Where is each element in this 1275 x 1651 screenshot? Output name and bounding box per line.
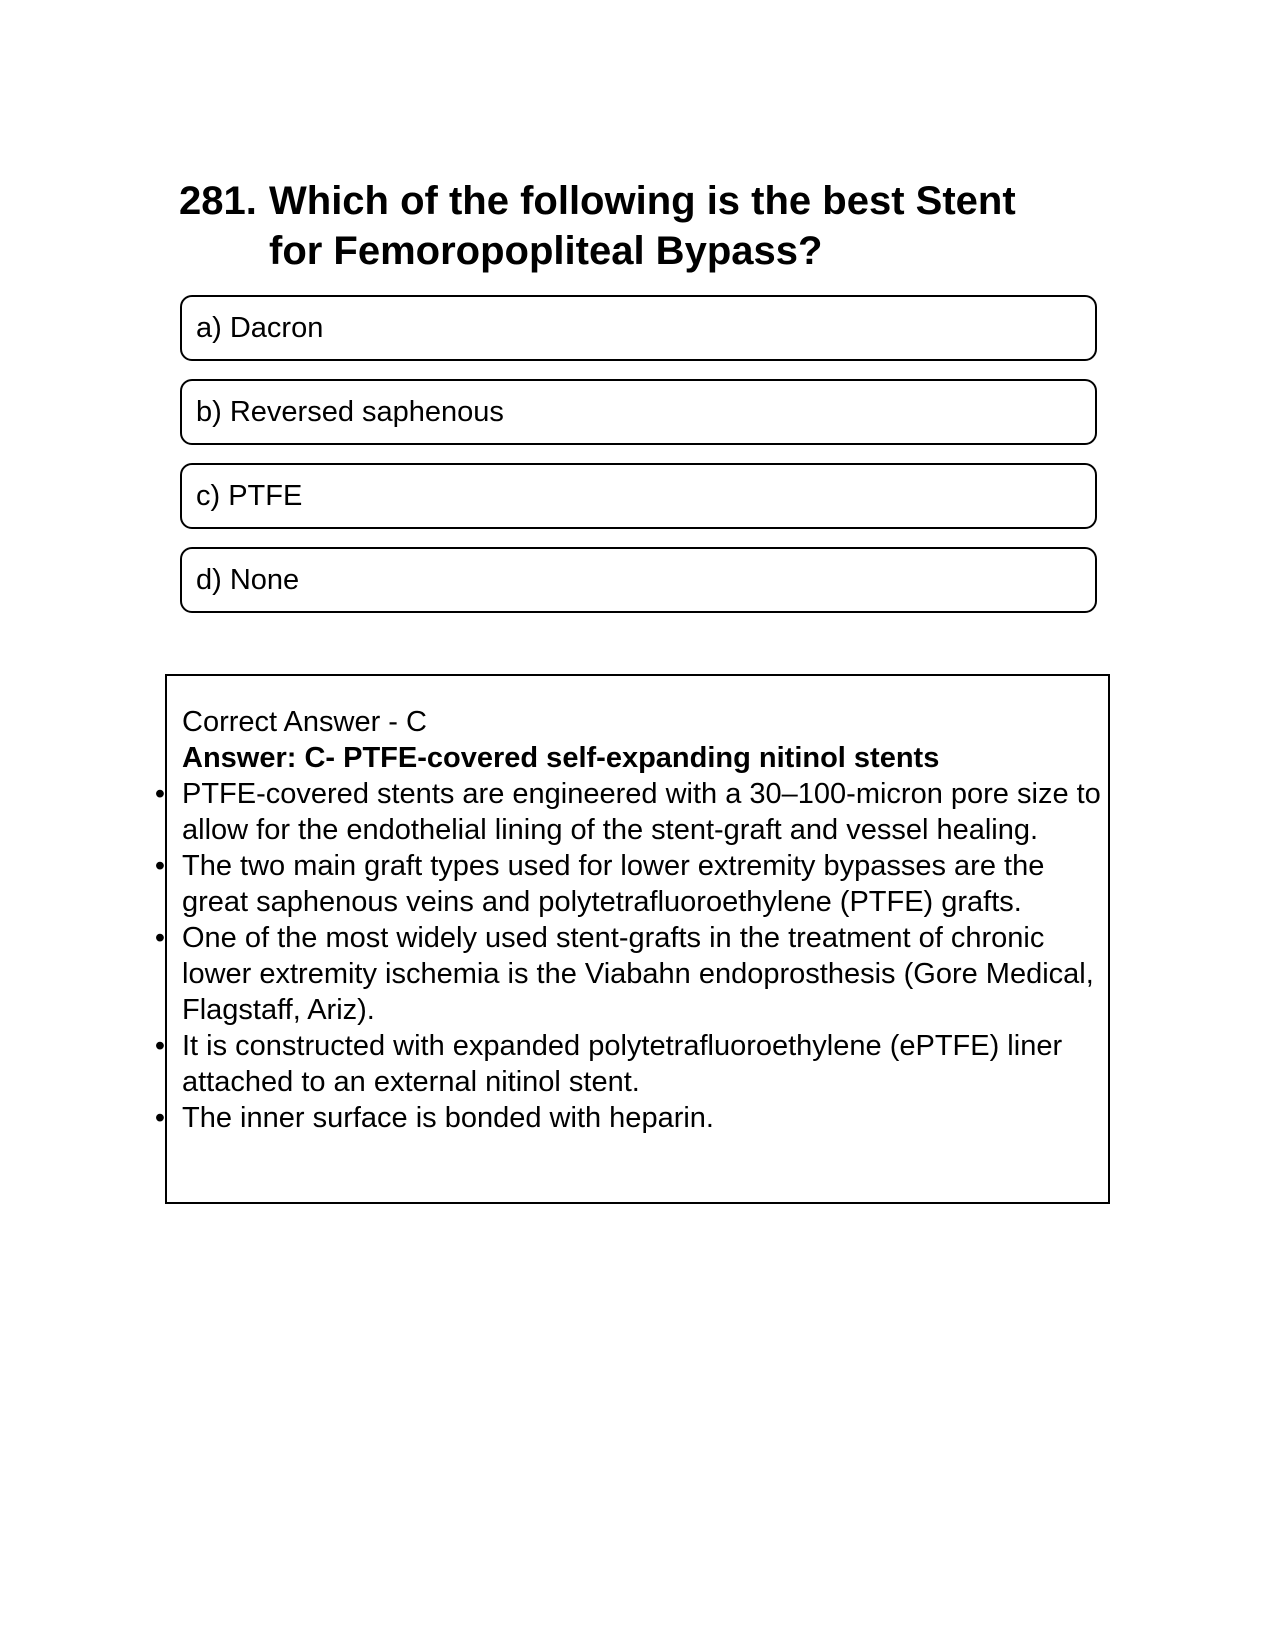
- list-item: [154, 1028, 1112, 1100]
- bullet-icon: •: [154, 1102, 166, 1134]
- correct-answer: Correct Answer - C: [182, 706, 427, 738]
- list-item-text: PTFE-covered stents are engineered with a 30–100-micron pore size to allow for the endothelial lining of the stent-graft and vessel healing.: [182, 778, 1101, 846]
- bullet-icon: •: [154, 922, 166, 954]
- list-item: [154, 848, 1112, 920]
- explanation-list: [154, 776, 1112, 1136]
- option-c[interactable]: c) PTFE: [180, 463, 1097, 529]
- list-item: [154, 776, 1112, 848]
- question-text: Which of the following is the best Stent for Femoropopliteal Bypass?: [269, 179, 1016, 273]
- option-d[interactable]: d) None: [180, 547, 1097, 613]
- option-b[interactable]: b) Reversed saphenous: [180, 379, 1097, 445]
- list-item-text: One of the most widely used stent-grafts in the treatment of chronic lower extremity ischemia is the Viabahn endoprosthesis (Gore Medical, Flagstaff, Ariz).: [182, 922, 1094, 1026]
- question-heading: [179, 176, 1079, 276]
- answer-explanation: [154, 704, 1112, 1136]
- list-item-text: It is constructed with expanded polytetrafluoroethylene (ePTFE) liner attached to an external nitinol stent.: [182, 1030, 1063, 1098]
- question-number: 281.: [179, 179, 257, 223]
- option-a[interactable]: a) Dacron: [180, 295, 1097, 361]
- bullet-icon: •: [154, 778, 166, 810]
- bullet-icon: •: [154, 850, 166, 882]
- bullet-icon: •: [154, 1030, 166, 1062]
- list-item: [154, 920, 1112, 1028]
- list-item: [154, 1100, 1112, 1136]
- list-item-text: The inner surface is bonded with heparin.: [182, 1102, 714, 1134]
- list-item-text: The two main graft types used for lower extremity bypasses are the great saphenous veins and polytetrafluoroethylene (PTFE) grafts.: [182, 850, 1045, 918]
- answer-title: Answer: C- PTFE-covered self-expanding nitinol stents: [182, 742, 940, 774]
